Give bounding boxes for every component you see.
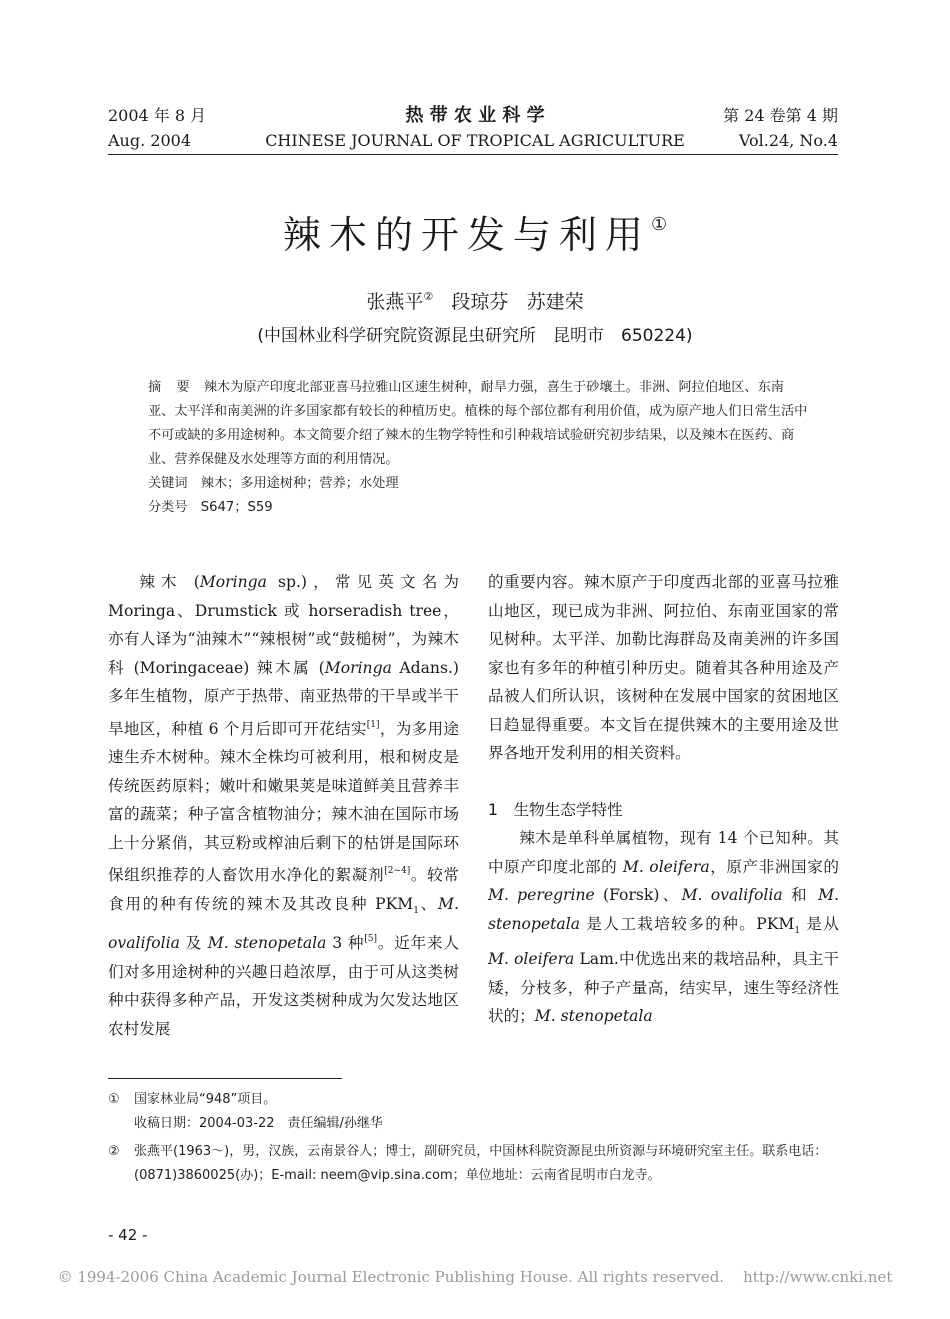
journal-name-en: CHINESE JOURNAL OF TROPICAL AGRICULTURE [265,131,685,150]
text-run: 和 [782,886,819,904]
classification-label: 分类号 [148,500,188,515]
genus-name: Moringa [199,573,267,591]
author-2: 段琼芬 [451,291,509,313]
text-run: 辣木 ( [139,573,200,591]
text-run: 辣木是单科单属植物，现有 14 个已知种。其中原产印度北部的 [488,829,839,876]
citation-ref: [2~4] [384,866,411,876]
author-1: 张燕平 [366,291,424,313]
classification-line [148,496,808,520]
affiliation: (中国林业科学研究院资源昆虫研究所 昆明市 650224) [257,326,693,346]
footnote-1 [108,1088,838,1136]
species-name: M. stenopetala [488,886,840,933]
journal-name-cn: 热 带 农 业 科 学 [405,105,545,126]
abstract-paragraph [148,376,808,472]
text-run: 及 [179,934,208,953]
species-name: M. peregrine [488,886,595,904]
intro-paragraph-cont: 的重要内容。辣木原产于印度西北部的亚喜马拉雅山地区，现已成为非洲、阿拉伯、东南亚国家的常见树种。太平洋、加勒比海群岛及南美洲的许多国家也有多年的种植引种历史。随着其各种用途及产品被人们所认识，该树种在发展中国家的贫困地区日趋显得重要。本文旨在提供辣木的主要用途及世界各地开发利用的相关资料。 [488,573,839,762]
page-number: - 42 - [108,1226,148,1244]
article-title-text: 辣木的开发与利用 [282,213,651,257]
text-run: 是从 [800,914,839,933]
footnote-1-text: 国家林业局“948”项目。 [134,1092,277,1107]
header-date-en: Aug. 2004 [108,131,191,150]
footnote-2-line [108,1140,838,1188]
keywords-label: 关键词 [148,476,188,491]
copyright-footer: © 1994-2006 China Academic Journal Electronic Publishing House. All rights reserved. http://www.cnki.net [57,1268,893,1286]
footnote-2-text: 张燕平(1963～)，男，汉族，云南景谷人；博士，副研究员，中国林科院资源昆虫所资源与环境研究室主任。联系电话：(0871)3860025(办)；E-mail: neem@vip.sina.com；单位地址：云南省昆明市白龙寺。 [134,1144,828,1183]
text-run: sp.)，常见英文名为 Moringa、Drumstick 或 horseradish tree，亦有人译为“油辣木”“辣根树”或“鼓槌树”，为辣木科 (Moringaceae) 辣木属 ( [108,573,459,677]
abstract-text: 辣木为原产印度北部亚喜马拉雅山区速生树种，耐旱力强，喜生于砂壤土。非洲、阿拉伯地区、东南亚、太平洋和南美洲的许多国家都有较长的种植历史。植株的每个部位都有利用价值，成为原产地人们日常生活中不可或缺的多用途树种。本文简要介绍了辣木的生物学特性和引种栽培试验研究初步结果，以及辣木在医药、商业、营养保健及水处理等方面的利用情况。 [148,380,808,467]
species-name: M. ovalifolia [681,886,783,904]
text-run: 是人工栽培较多的种。PKM [580,914,795,933]
title-footnote-mark: ① [650,214,668,235]
text-run: Adans.) 多年生植物，原产于热带、南亚热带的干旱或半干旱地区，种植 6 个月后即可开花结实 [108,658,459,738]
species-name: M. oleifera [488,950,575,969]
header-date-cn: 2004 年 8 月 [108,106,207,125]
classification-number: S647；S59 [200,500,273,515]
footnote-2 [108,1140,838,1188]
genus-name: Moringa [324,658,392,677]
article-title [0,204,950,259]
footnote-received-date: 收稿日期：2004-03-22 责任编辑/孙继华 [134,1116,383,1131]
text-run: 。近年来人们对多用途树种的兴趣日趋浓厚，由于可从这类树种中获得多种产品，开发这类树种成为欠发达地区农村发展 [108,934,459,1038]
text-run: 3 种 [326,934,365,953]
footnote-2-mark: ② [108,1144,120,1159]
section-heading-1: 1 生物生态学特性 [488,800,623,819]
text-run: 。较常食用的种有传统的辣木及其改良种 PKM [108,866,459,913]
text-run: ，原产非洲国家的 [709,857,839,876]
footnote-1-line [108,1088,838,1112]
citation-ref: [1] [366,719,380,730]
footnote-1-mark: ① [108,1092,120,1107]
section-1-paragraph [488,824,839,1031]
text-run: (Forsk)、 [594,886,682,904]
header-volume-en: Vol.24, No.4 [738,131,838,150]
author-list [0,287,950,314]
body-column-right [488,568,839,1031]
abstract-label: 摘 要 [148,380,191,395]
species-name: M. stenopetala [207,934,327,953]
intro-paragraph [108,568,459,1043]
abstract-block [148,376,808,520]
text-run: ，为多用途速生乔木树种。辣木全株均可被利用，根和树皮是传统医药原料；嫩叶和嫩果荚是味道鲜美且营养丰富的蔬菜；种子富含植物油分；辣木油在国际市场上十分紧俏，其豆粉或榨油后剩下的枯饼是国际环保组织推荐的人畜饮用水净化的絮凝剂 [108,719,459,884]
text-run: Lam.中优选出来的栽培品种，具主干矮，分枝多，种子产量高，结实早，速生等经济性状的； [488,950,839,1026]
text-run: 、 [418,894,439,913]
citation-ref: [5] [364,934,378,945]
species-name: M. stenopetala [534,1007,653,1026]
header-volume-cn: 第 24 卷第 4 期 [723,106,838,125]
subscript: 1 [413,905,419,916]
author-1-footnote-mark: ② [423,290,434,303]
species-name: M. ovalifolia [108,894,459,953]
species-name: M. oleifera [622,857,710,876]
body-column-left [108,568,459,1043]
header-rule [108,154,838,155]
keywords-line [148,472,808,496]
keywords: 辣木；多用途树种；营养；水处理 [200,476,399,491]
subscript: 1 [794,925,801,936]
author-3: 苏建荣 [526,291,584,313]
footnote-rule [108,1078,342,1079]
